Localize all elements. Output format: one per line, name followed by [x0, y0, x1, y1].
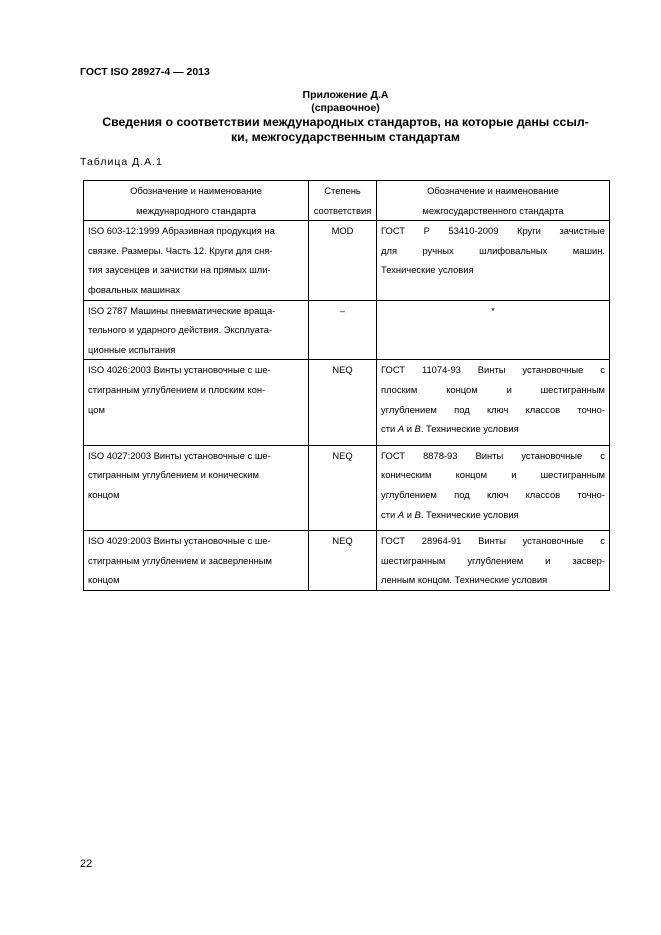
cell-line [381, 380, 605, 400]
cell-text: Технические условия [381, 264, 474, 276]
cell-line [381, 221, 605, 241]
cell-text: для ручных шлифовальных машин. [381, 244, 605, 256]
cell-line [381, 505, 605, 525]
cell-line [381, 465, 605, 485]
cell-international-standard [84, 360, 309, 445]
cell-line: ISO 4026:2003 Винты установочные с ше- [88, 364, 271, 376]
annex-subtitle: (справочное) [311, 102, 380, 114]
cell-interstate-standard [377, 300, 610, 360]
header-line: Обозначение и наименование [427, 185, 559, 196]
cell-line [381, 260, 605, 280]
correspondence-table [83, 180, 610, 591]
cell-international-standard [84, 531, 309, 591]
cell-degree: NEQ [309, 531, 377, 591]
cell-line: концом [88, 574, 120, 586]
table-row [84, 221, 610, 300]
cell-degree: NEQ [309, 360, 377, 445]
cell-text: углублением под ключ классов точно- [381, 488, 605, 500]
annex-title: Приложение Д.А [302, 89, 389, 101]
cell-text: шестигранным углублением и засвер- [381, 554, 605, 566]
cell-line: ционные испытания [88, 343, 176, 355]
cell-text: A [397, 423, 405, 435]
cell-line: ISO 2787 Машины пневматические враща- [88, 304, 276, 316]
cell-line [381, 360, 605, 380]
cell-line: ISO 4027:2003 Винты установочные с ше- [88, 449, 271, 461]
cell-line [381, 485, 605, 505]
table-header-row [84, 181, 610, 221]
cell-text: . Технические условия [420, 423, 519, 435]
cell-text: * [491, 304, 495, 316]
cell-degree: – [309, 300, 377, 360]
cell-line: ISO 4029:2003 Винты установочные с ше- [88, 535, 271, 547]
header-line: соответствия [313, 204, 372, 216]
page-number: 22 [80, 858, 93, 870]
cell-international-standard [84, 300, 309, 360]
document-header: ГОСТ ISO 28927-4 — 2013 [80, 66, 210, 78]
cell-text: ГОСТ 8878-93 Винты установочные с [381, 449, 605, 461]
header-degree [309, 181, 377, 221]
cell-line: стигранным углублением и засверленным [88, 554, 272, 566]
cell-line: стигранным углублением и коническим [88, 469, 259, 481]
cell-line [381, 446, 605, 466]
header-line: Обозначение и наименование [130, 185, 262, 196]
cell-line: фовальных машинах [88, 283, 181, 295]
cell-line [381, 551, 605, 571]
cell-text: плоским концом и шестигранным [381, 383, 605, 395]
header-line: межгосударственного стандарта [422, 204, 564, 216]
cell-international-standard [84, 221, 309, 300]
cell-text: B [414, 423, 421, 435]
cell-interstate-standard [377, 360, 610, 445]
cell-line: ISO 603-12:1999 Абразивная продукция на [88, 225, 275, 237]
cell-text: . Технические условия [420, 508, 519, 520]
cell-degree: MOD [309, 221, 377, 300]
cell-text: и [404, 508, 415, 520]
cell-line: связке. Размеры. Часть 12. Круги для сня- [88, 244, 273, 256]
cell-line: концом [88, 488, 120, 500]
cell-text: ГОСТ 11074-93 Винты установочные с [381, 364, 605, 376]
header-international-standard [84, 181, 309, 221]
header-line: международного стандарта [136, 204, 256, 216]
cell-line: стигранным углублением и плоским кон- [88, 383, 266, 395]
cell-line [381, 570, 605, 590]
cell-text: сти [381, 508, 398, 520]
cell-interstate-standard [377, 221, 610, 300]
cell-line [381, 531, 605, 551]
cell-line [381, 301, 605, 321]
table-row [84, 445, 610, 530]
cell-international-standard [84, 445, 309, 530]
cell-text: коническим концом и шестигранным [381, 469, 605, 481]
table-row [84, 360, 610, 445]
cell-line [381, 419, 605, 439]
cell-text: углублением под ключ классов точно- [381, 403, 605, 415]
cell-text: ГОСТ Р 53410-2009 Круги зачистные [381, 225, 605, 237]
cell-line: тия заусенцев и зачистки на прямых шли- [88, 264, 271, 276]
cell-text: A [397, 508, 405, 520]
cell-interstate-standard [377, 445, 610, 530]
cell-degree: NEQ [309, 445, 377, 530]
annex-heading-line: Сведения о соответствии международных стандартов, на которые даны ссыл- [102, 115, 589, 129]
cell-text: и [404, 423, 415, 435]
cell-text: B [414, 508, 421, 520]
cell-line [381, 241, 605, 261]
cell-text: сти [381, 423, 398, 435]
cell-line: тельного и ударного действия. Эксплуата- [88, 324, 273, 336]
cell-line: цом [88, 403, 105, 415]
table-row [84, 531, 610, 591]
cell-text: ГОСТ 28964-91 Винты установочные с [381, 535, 605, 547]
cell-interstate-standard [377, 531, 610, 591]
annex-heading [80, 115, 611, 145]
cell-line [381, 400, 605, 420]
header-line: Степень [324, 185, 361, 196]
cell-text: ленным концом. Технические условия [381, 574, 548, 586]
table-caption: Таблица Д.А.1 [80, 156, 163, 168]
header-interstate-standard [377, 181, 610, 221]
table-row [84, 300, 610, 360]
annex-heading-line: ки, межгосударственным стандартам [231, 130, 460, 144]
